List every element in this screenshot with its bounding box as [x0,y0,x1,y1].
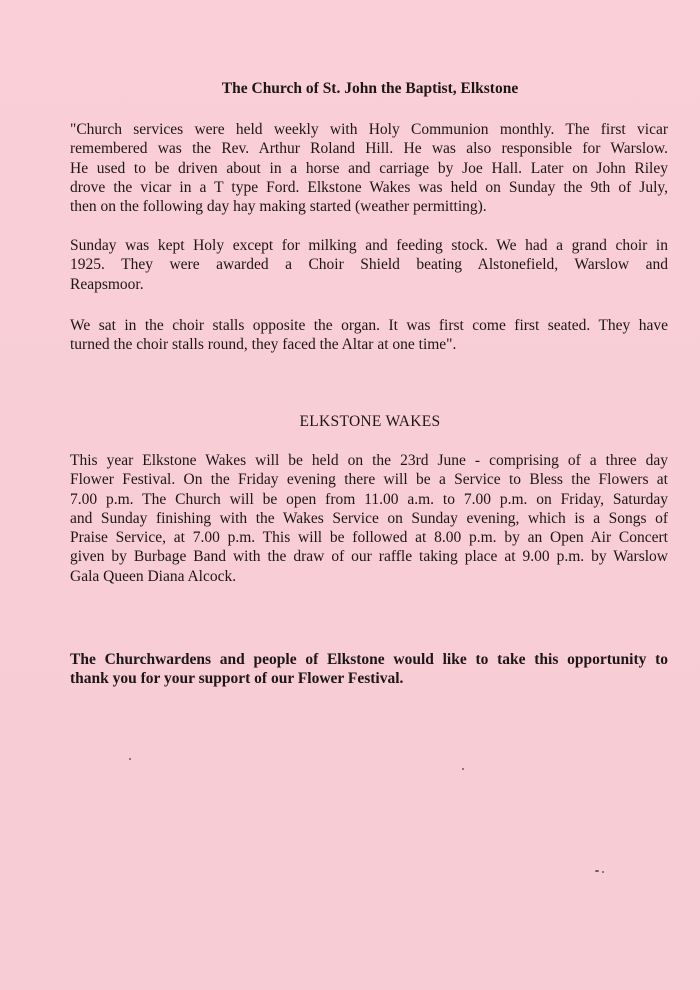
text-line: This year Elkstone Wakes will be held on the 23rd June - comprising of a three day [70,452,668,469]
wakes-paragraph [70,451,668,586]
text-line: remembered was the Rev. Arthur Roland Hill. He was also responsible for Warslow. [70,140,668,158]
text-line: and Sunday finishing with the Wakes Service on Sunday evening, which is a Songs of [70,509,668,527]
document-title: The Church of St. John the Baptist, Elkstone [221,80,519,97]
text-line: given by Burbage Band with the draw of our raffle taking place at 9.00 p.m. by Warslow [70,548,668,566]
text-line: He used to be driven about in a horse and carriage by Joe Hall. Later on John Riley [70,159,668,177]
text-line: "Church services were held weekly with Holy Communion monthly. The first vicar [70,121,668,138]
text-line: Praise Service, at 7.00 p.m. This will be followed at 8.00 p.m. by an Open Air Concert [70,529,668,547]
text-line: Reapsmoor. [70,275,144,293]
wakes-heading: ELKSTONE WAKES [299,413,441,430]
paper-speck [595,870,599,872]
text-line: thank you for your support of our Flower Festival. [70,670,404,688]
text-line: Sunday was kept Holy except for milking and feeding stock. We had a grand choir in [70,237,668,254]
paper-speck [129,758,131,760]
text-line: then on the following day hay making started (weather permitting). [70,198,487,216]
paper-speck [462,768,464,770]
paper-speck [602,871,604,873]
text-line: drove the vicar in a T type Ford. Elkstone Wakes was held on Sunday the 9th of July, [70,178,668,196]
text-line: turned the choir stalls round, they faced the Altar at one time". [70,336,457,354]
text-line: The Churchwardens and people of Elkstone would like to take this opportunity to [70,651,668,668]
text-line: Flower Festival. On the Friday evening there will be a Service to Bless the Flowers at [70,471,668,489]
text-line: 1925. They were awarded a Choir Shield beating Alstonefield, Warslow and [70,256,668,274]
thanks-paragraph [70,650,668,689]
history-paragraph-1 [70,120,668,216]
text-line: We sat in the choir stalls opposite the organ. It was first come first seated. They have [70,317,668,334]
history-paragraph-2 [70,236,668,294]
text-line: 7.00 p.m. The Church will be open from 11.00 a.m. to 7.00 p.m. on Friday, Saturday [70,490,668,508]
text-line: Gala Queen Diana Alcock. [70,567,237,585]
history-paragraph-3 [70,316,668,355]
